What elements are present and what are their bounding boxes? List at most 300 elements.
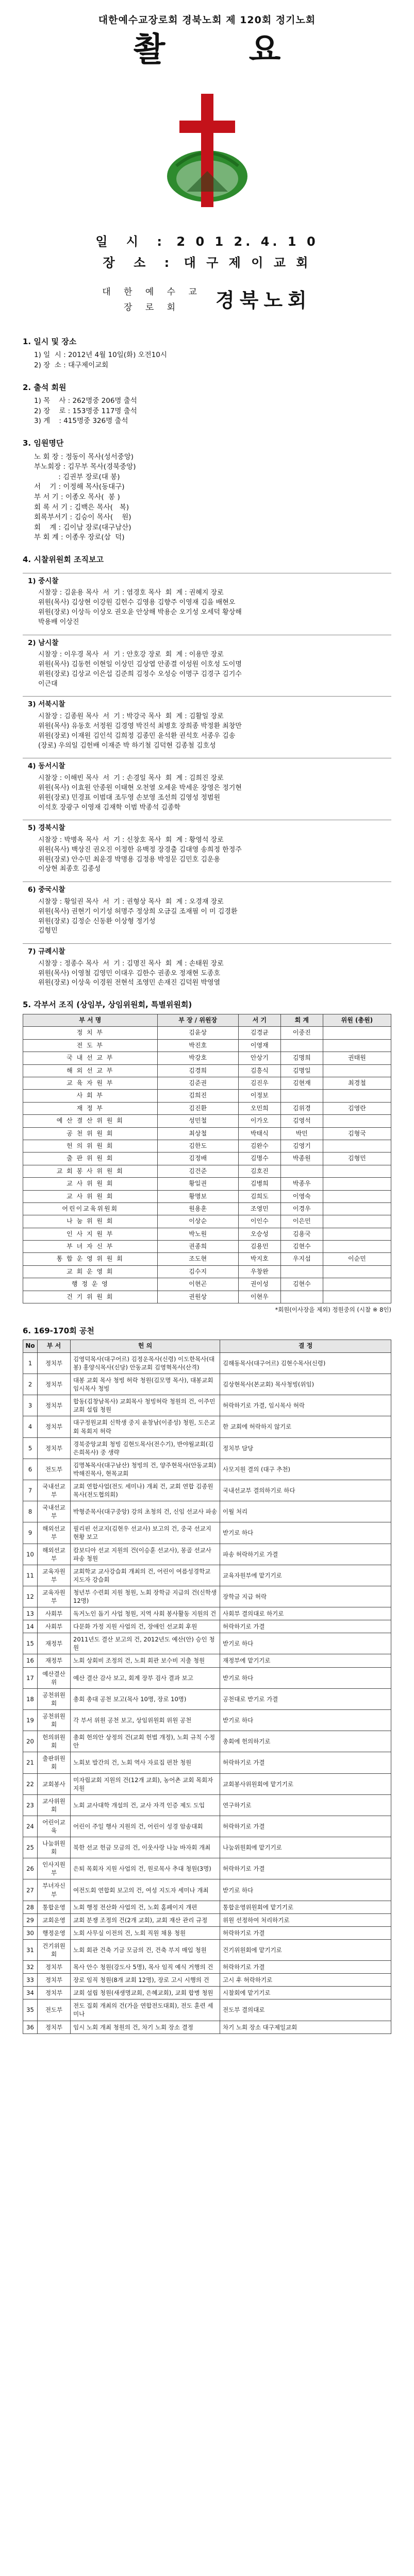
table-cell: 정치부: [38, 1987, 71, 1999]
table-cell: 이중진: [280, 1027, 323, 1039]
table-cell: 목사 안수 청원(강도사 5명), 목사 임직 예식 거행의 건: [71, 1961, 220, 1974]
table-cell: 32: [23, 1961, 38, 1974]
table-cell: 국 내 선 교 부: [23, 1052, 158, 1064]
table-cell: 은퇴 목회자 지원 사업의 건, 원로목사 추대 청원(3명): [71, 1858, 220, 1879]
table-row: [23, 1416, 391, 1437]
table-row: [23, 1987, 391, 1999]
district-members: 시찰장 : 이우경 목사 서 기 : 안호강 장로 회 계 : 이용만 장로 위원(목사) 김동헌 이현일 이상민 김상엽 안종결 이성원 이호성 도이명 위원(장로) 김상교 이은섭 김준희 김정수 오성승 이명구 김경구 김기수 이근대: [38, 651, 242, 688]
table-cell: 김경희: [157, 1064, 238, 1077]
section-6-title: 6. 169-170회 공천: [23, 1326, 94, 1335]
text-line: 2) 장 소 : 대구제이교회: [34, 361, 109, 370]
table-cell: 교사위원회: [38, 1794, 71, 1816]
table-cell: 임시 노회 개최 청원의 건, 차기 노회 장소 결정: [71, 2021, 220, 2033]
table-cell: 권종희: [157, 1241, 238, 1253]
table-cell: 대구정원교회 신학생 중지 윤창남(이종성) 청원, 도은교회 목회지 허락: [71, 1416, 220, 1437]
table-cell: 파송 허락하기로 가결: [220, 1544, 391, 1565]
district-title: 3) 서북시찰: [28, 700, 65, 709]
table-cell: 예 산 결 산 위 원 회: [23, 1115, 158, 1127]
text-line: : 김권부 장로(대 봉): [34, 472, 120, 481]
table-cell: 어린이교육위원회: [23, 1202, 158, 1215]
table-row: [23, 1688, 391, 1709]
text-line: 부노회장 : 김무부 목사(경북중앙): [34, 463, 136, 471]
table-cell: 받기로 하다: [220, 1667, 391, 1688]
table-cell: 허락하기로 가결: [220, 1961, 391, 1974]
table-cell: 받기로 하다: [220, 1709, 391, 1731]
table-cell: 재 정 부: [23, 1102, 158, 1114]
table-cell: 해외선교부: [38, 1522, 71, 1544]
district-block: [23, 882, 391, 936]
text-line: 회 계 : 김이남 장로(대구남산): [34, 523, 131, 532]
table-row: [23, 1437, 391, 1459]
table-cell: 총회에 헌의하기로: [220, 1731, 391, 1752]
section-2-body: [23, 396, 391, 427]
table-cell: 이경우: [280, 1202, 323, 1215]
section-5-title: 5. 각부서 조직 (상임부, 상임위원회, 특별위원회): [23, 1000, 192, 1010]
table-cell: 2011년도 결산 보고의 건, 2012년도 예산(안) 승인 청원: [71, 1633, 220, 1654]
table-cell: [323, 1115, 391, 1127]
table-cell: 황일권: [157, 1178, 238, 1190]
table-cell: 박태식: [238, 1127, 280, 1140]
table-cell: 전도 집회 개최의 건(가을 연합전도대회), 전도 훈련 세미나: [71, 1999, 220, 2021]
table-cell: 예산결산위: [38, 1667, 71, 1688]
table-row: [23, 1165, 391, 1177]
table-cell: 34: [23, 1987, 38, 1999]
table-cell: 김명수: [238, 1153, 280, 1165]
table-cell: 박지호: [238, 1253, 280, 1265]
table-cell: 이상순: [157, 1215, 238, 1228]
district-block: [23, 820, 391, 874]
table-cell: 헌의위원회: [38, 1731, 71, 1752]
table-cell: 안상기: [238, 1052, 280, 1064]
table-cell: 교회운영: [38, 1913, 71, 1926]
table-cell: 교회 설립 청원(새생명교회, 은혜교회), 교회 합병 청원: [71, 1987, 220, 1999]
table-row: [23, 1115, 391, 1127]
table-cell: 원용훈: [157, 1202, 238, 1215]
table-cell: 사 회 부: [23, 1090, 158, 1102]
table-cell: 인사지원부: [38, 1858, 71, 1879]
place-value: 대 구 제 이 교 회: [184, 255, 311, 270]
table-row: [23, 1077, 391, 1090]
table-cell: [323, 1202, 391, 1215]
table-cell: 통합운영위원회에 맡기기로: [220, 1901, 391, 1913]
table-row: [23, 1633, 391, 1654]
table-cell: 14: [23, 1620, 38, 1633]
table-cell: 정치부: [38, 1974, 71, 1987]
table-row: [23, 1501, 391, 1522]
table-row: [23, 1879, 391, 1901]
table-cell: 이정보: [238, 1090, 280, 1102]
table-row: [23, 1544, 391, 1565]
table-cell: 김진우: [238, 1077, 280, 1090]
table-cell: 인 사 지 원 부: [23, 1228, 158, 1240]
table-cell: 18: [23, 1688, 38, 1709]
table-cell: 통합운영: [38, 1901, 71, 1913]
table-cell: 차기 노회 장소 대구제일교회: [220, 2021, 391, 2033]
section-1-title: 1. 일시 및 장소: [23, 336, 77, 346]
table-row: [23, 1816, 391, 1837]
table-row: [23, 1215, 391, 1228]
table-row: [23, 1620, 391, 1633]
text-line: 회록부서기 : 김승이 목사( 원): [34, 513, 131, 522]
table-cell: 총회 총대 공천 보고(목사 10명, 장로 10명): [71, 1688, 220, 1709]
table-cell: [280, 1265, 323, 1278]
district-members: 시찰장 : 박병옥 목사 서 기 : 신창호 목사 회 계 : 황영석 장로 위원(목사) 백상진 권오진 이정한 유백정 장경출 김대영 송희정 한정주 위원(장로) 안수민 최윤경 박명용 김정용 박정문 김민호 김운용 이상현 최종호 김종성: [38, 836, 242, 873]
table-cell: 김윤상: [157, 1027, 238, 1039]
table-cell: [280, 1165, 323, 1177]
table-cell: 김현재: [280, 1077, 323, 1090]
table-cell: [323, 1039, 391, 1052]
table-cell: 김완수: [238, 1140, 280, 1152]
table-cell: 12: [23, 1586, 38, 1607]
table-cell: 재정부에 맡기기로: [220, 1654, 391, 1667]
table-cell: 박종우: [280, 1178, 323, 1190]
table-cell: 교육자원부: [38, 1565, 71, 1586]
table-row: [23, 1102, 391, 1114]
table-cell: [323, 1140, 391, 1152]
table-cell: 김명희: [280, 1052, 323, 1064]
table-cell: 이은민: [280, 1215, 323, 1228]
table-cell: 박민: [280, 1127, 323, 1140]
table-cell: 합동(김창남목사) 교회목사 청빙허락 청원의 건, 이주민 교회 설립 청원: [71, 1395, 220, 1416]
column-header: 서 기: [238, 1014, 280, 1027]
table-cell: [323, 1178, 391, 1190]
table-row: [23, 1654, 391, 1667]
table-cell: 우지섭: [280, 1253, 323, 1265]
table-row: [23, 1178, 391, 1190]
table-cell: 한 교회에 허락하지 않기로: [220, 1416, 391, 1437]
table-row: [23, 1913, 391, 1926]
table-row: [23, 1052, 391, 1064]
table-cell: 김희도: [238, 1190, 280, 1202]
meeting-date: [23, 233, 391, 251]
table-row: [23, 2021, 391, 2033]
table-row: [23, 1140, 391, 1152]
district-block: [23, 696, 391, 751]
district-members: 시찰장 : 김종원 목사 서 기 : 박강국 목사 회 계 : 김활일 장로 위원(목사) 유동호 서정원 김경영 박진석 최병호 장희종 박정환 최창만 위원(장로) 이재원 김인석 김희정 김종민 윤석환 권석호 서종우 김송 (장로) 우의일 김헌배 이재준 박 하기철 김덕현 김종철 김호성: [38, 713, 242, 750]
table-cell: 사회부: [38, 1607, 71, 1620]
table-cell: 연구하기로: [220, 1794, 391, 1816]
table-cell: 해외선교부: [38, 1544, 71, 1565]
table-cell: 27: [23, 1879, 38, 1901]
table-row: [23, 1278, 391, 1291]
table-cell: 전 도 부: [23, 1039, 158, 1052]
table-cell: 김명복목사(대구남산) 청빙의 건, 양주현목사(안동교회) 박해진목사, 현목교회: [71, 1459, 220, 1480]
table-cell: 위원 선정하여 처리하기로: [220, 1913, 391, 1926]
table-cell: 김형국: [323, 1127, 391, 1140]
table-cell: 노회 사무실 이전의 건, 노회 직원 채용 청원: [71, 1926, 220, 1939]
section-1-body: [23, 350, 391, 370]
presbytery-denomination: [102, 284, 202, 316]
table-cell: 조영민: [238, 1202, 280, 1215]
column-header: 위원 (총원): [323, 1014, 391, 1027]
table-cell: 박진호: [157, 1039, 238, 1052]
table-cell: 이인수: [238, 1215, 280, 1228]
table-cell: [323, 1291, 391, 1303]
table-cell: 다문화 가정 지원 사업의 건, 장애인 선교회 후원: [71, 1620, 220, 1633]
table-cell: 11: [23, 1565, 38, 1586]
meeting-place: [23, 254, 391, 272]
table-cell: 28: [23, 1901, 38, 1913]
table-cell: 김한도: [157, 1140, 238, 1152]
table-row: [23, 1926, 391, 1939]
table-cell: 건 기 위 원 회: [23, 1291, 158, 1303]
table-cell: 허락하기로 가결: [220, 1620, 391, 1633]
table-cell: 5: [23, 1437, 38, 1459]
table-cell: 김명일: [280, 1064, 323, 1077]
table-cell: 김수지: [157, 1265, 238, 1278]
table-cell: 교회 분쟁 조정의 건(2개 교회), 교회 재산 관리 규정: [71, 1913, 220, 1926]
table-cell: 김진환: [157, 1102, 238, 1114]
table-cell: 오승성: [238, 1228, 280, 1240]
text-line: 1) 목 사 : 262명중 206명 출석: [34, 397, 137, 405]
table-row: [23, 1027, 391, 1039]
table-row: [23, 1291, 391, 1303]
table-cell: 장학금 지급 허락: [220, 1586, 391, 1607]
table-cell: 여전도회 연합회 보고의 건, 여성 지도자 세미나 개최: [71, 1879, 220, 1901]
table-cell: 김영란: [323, 1102, 391, 1114]
table-row: [23, 1480, 391, 1501]
table-cell: 어린이 주일 행사 지원의 건, 어린이 성경 암송대회: [71, 1816, 220, 1837]
table-cell: 교회봉사: [38, 1773, 71, 1794]
table-cell: 정치부: [38, 1437, 71, 1459]
table-cell: 31: [23, 1939, 38, 1960]
table-row: [23, 1153, 391, 1165]
date-label: 일 시 :: [95, 234, 170, 249]
table-cell: [323, 1215, 391, 1228]
table-row: [23, 1522, 391, 1544]
table-cell: 22: [23, 1773, 38, 1794]
table-cell: 미자립교회 지원의 건(12개 교회), 농어촌 교회 목회자 지원: [71, 1773, 220, 1794]
table-cell: 국내선교부: [38, 1480, 71, 1501]
table-cell: 나 눔 위 원 회: [23, 1215, 158, 1228]
table-cell: 허락하기로 가결: [220, 1926, 391, 1939]
table-row: [23, 1352, 391, 1374]
place-label: 장 소 :: [103, 255, 177, 270]
table-cell: 공천대로 받기로 가결: [220, 1688, 391, 1709]
table-cell: 최경철: [323, 1077, 391, 1090]
table-cell: 교 사 위 원 회: [23, 1178, 158, 1190]
table-row: [23, 1202, 391, 1215]
table-cell: 공 천 위 원 회: [23, 1127, 158, 1140]
table-row: [23, 1607, 391, 1620]
table-cell: 박노원: [157, 1228, 238, 1240]
table-row: [23, 1039, 391, 1052]
table-row: [23, 1265, 391, 1278]
table-cell: 4: [23, 1416, 38, 1437]
table-cell: 허락하기로 가결: [220, 1858, 391, 1879]
table-cell: 6: [23, 1459, 38, 1480]
table-cell: 정 치 부: [23, 1027, 158, 1039]
cross-horizontal: [179, 121, 235, 133]
table-cell: 교 회 봉 사 위 원 회: [23, 1165, 158, 1177]
table-cell: 이순민: [323, 1253, 391, 1265]
table-cell: 김정배: [157, 1153, 238, 1165]
table-cell: 교 회 운 영 회: [23, 1265, 158, 1278]
denomination-line1: 대 한 예 수 교: [102, 286, 202, 297]
district-block: [23, 943, 391, 988]
text-line: 2) 장 로 : 153명중 117명 출석: [34, 406, 137, 415]
table-cell: 3: [23, 1395, 38, 1416]
table-cell: 교회학교 교사강습회 개최의 건, 어린이 여름성경학교 지도자 강습회: [71, 1565, 220, 1586]
table-cell: 정치부: [38, 1374, 71, 1395]
district-title: 7) 규례시찰: [28, 947, 65, 956]
table-cell: 나눔위원회: [38, 1837, 71, 1858]
table-row: [23, 1228, 391, 1240]
table-cell: [323, 1064, 391, 1077]
table-row: [23, 1565, 391, 1586]
table-cell: 출 판 위 원 회: [23, 1153, 158, 1165]
table-cell: [323, 1265, 391, 1278]
table-cell: 이영숙: [280, 1190, 323, 1202]
table-cell: 오민희: [238, 1102, 280, 1114]
table-cell: 성민철: [157, 1115, 238, 1127]
table-row: [23, 1127, 391, 1140]
district-block: [23, 758, 391, 812]
table-cell: 권원상: [157, 1291, 238, 1303]
district-title: 1) 중시찰: [28, 577, 59, 585]
denomination-line2: 장 로 회: [124, 302, 181, 313]
table-row: [23, 1999, 391, 2021]
table-cell: 13: [23, 1607, 38, 1620]
table-row: [23, 1064, 391, 1077]
column-header: 부 서 명: [23, 1014, 158, 1027]
table-cell: 21: [23, 1752, 38, 1773]
table-cell: 받기로 하다: [220, 1522, 391, 1544]
text-line: 회 록 서 기 : 김백은 목사( 복): [34, 503, 129, 512]
table-cell: 청년부 수련회 지원 청원, 노회 장학금 지급의 건(신학생 12명): [71, 1586, 220, 1607]
org-note: *회원(이사장을 제외) 정원중의 (시찰 ※ 8인): [275, 1306, 391, 1314]
table-cell: 재정부: [38, 1633, 71, 1654]
table-cell: 전도부 결의대로: [220, 1999, 391, 2021]
table-cell: 26: [23, 1858, 38, 1879]
table-cell: 전도부: [38, 1999, 71, 2021]
table-row: [23, 1395, 391, 1416]
table-cell: 김형민: [323, 1153, 391, 1165]
table-cell: 16: [23, 1654, 38, 1667]
table-cell: 7: [23, 1480, 38, 1501]
table-cell: 정치부 담당: [220, 1437, 391, 1459]
nomination-table-header: [23, 1340, 391, 1352]
table-cell: 박형준목사(대구중앙) 강의 초청의 건, 신임 선교사 파송: [71, 1501, 220, 1522]
table-cell: 김준권: [157, 1077, 238, 1090]
table-cell: 김희진: [157, 1090, 238, 1102]
table-cell: 노회 교사대학 개설의 건, 교사 자격 인증 제도 도입: [71, 1794, 220, 1816]
district-block: [23, 635, 391, 689]
table-cell: 시찰회에 맡기기로: [220, 1987, 391, 1999]
table-row: [23, 1858, 391, 1879]
table-cell: [280, 1039, 323, 1052]
table-cell: 김용민: [238, 1241, 280, 1253]
section-4-body: [23, 573, 391, 989]
table-cell: 어린이교육: [38, 1816, 71, 1837]
table-cell: [323, 1165, 391, 1177]
table-row: [23, 1752, 391, 1773]
table-cell: 예산 결산 감사 보고, 회계 장부 검사 결과 보고: [71, 1667, 220, 1688]
table-cell: 정치부: [38, 1961, 71, 1974]
table-cell: 이현우: [238, 1291, 280, 1303]
column-header: 회 계: [280, 1014, 323, 1027]
table-cell: 출판위원회: [38, 1752, 71, 1773]
table-cell: 박종원: [280, 1153, 323, 1165]
table-cell: 황명보: [157, 1190, 238, 1202]
table-cell: 교 육 자 원 부: [23, 1077, 158, 1090]
table-cell: 허락하기로 가결: [220, 1816, 391, 1837]
district-title: 4) 동서시찰: [28, 762, 65, 771]
table-cell: 정치부: [38, 1352, 71, 1374]
table-row: [23, 1190, 391, 1202]
table-cell: 김위경: [280, 1102, 323, 1114]
table-cell: 교육자원부에 맡기기로: [220, 1565, 391, 1586]
table-cell: 김경균: [238, 1027, 280, 1039]
date-value: 2 0 1 2. 4. 1 0: [176, 234, 319, 249]
table-cell: 부녀자신부: [38, 1879, 71, 1901]
table-row: [23, 1731, 391, 1752]
table-cell: 재정부: [38, 1654, 71, 1667]
org-table-header: [23, 1014, 391, 1027]
table-cell: 김흥식: [238, 1064, 280, 1077]
district-members: 시찰장 : 정종수 목사 서 기 : 김명진 목사 회 계 : 손태원 장로 위원(목사) 이영철 김영민 이대우 김한수 권종오 정재현 도종호 위원(장로) 이상욱 이경원 전현석 조영민 손재진 김덕원 박영열: [38, 959, 224, 987]
text-line: 3) 계 : 415명중 326명 출석: [34, 417, 128, 426]
table-cell: 30: [23, 1926, 38, 1939]
table-cell: 교 사 위 원 회: [23, 1190, 158, 1202]
table-cell: 2: [23, 1374, 38, 1395]
presbytery-title: 경북노회: [215, 288, 312, 312]
table-cell: 이현곤: [157, 1278, 238, 1291]
table-cell: 20: [23, 1731, 38, 1752]
table-cell: [280, 1291, 323, 1303]
table-cell: 조도현: [157, 1253, 238, 1265]
table-cell: 10: [23, 1544, 38, 1565]
table-cell: 각 부서 위원 공천 보고, 상임위원회 위원 공천: [71, 1709, 220, 1731]
table-cell: 사회부 결의대로 하기로: [220, 1607, 391, 1620]
table-cell: 15: [23, 1633, 38, 1654]
table-cell: 고시 후 허락하기로: [220, 1974, 391, 1987]
table-cell: [280, 1090, 323, 1102]
district-members: 시찰장 : 황일권 목사 서 기 : 권형상 목사 회 계 : 오경재 장로 위원(목사) 권현기 이기성 허명주 정상희 오금길 조재필 이 미 김경환 위원(장로) 김정순 신동환 이상형 정기성 김형민: [38, 897, 238, 935]
table-cell: 김영석: [280, 1115, 323, 1127]
table-cell: 정치부: [38, 2021, 71, 2033]
nomination-table-body: [23, 1352, 391, 2033]
table-cell: 이영재: [238, 1039, 280, 1052]
table-cell: 박강호: [157, 1052, 238, 1064]
table-cell: 이월 처리: [220, 1501, 391, 1522]
text-line: 서 기 : 이정해 목사(동대구): [34, 483, 125, 492]
section-3-body: [23, 452, 391, 543]
table-row: [23, 1586, 391, 1607]
table-cell: 해 외 선 교 부: [23, 1064, 158, 1077]
district-block: [23, 573, 391, 628]
text-line: 1) 일 시 : 2012년 4월 10일(화) 오전10시: [34, 351, 167, 360]
table-cell: 전도부: [38, 1459, 71, 1480]
table-cell: 23: [23, 1794, 38, 1816]
presbytery-name: [23, 284, 391, 316]
table-cell: 35: [23, 1999, 38, 2021]
table-cell: 교회 연합사업(전도 세미나) 개최 건, 교회 연합 김종원 목사(전도협의회): [71, 1480, 220, 1501]
section-2-title: 2. 출석 회원: [23, 382, 67, 392]
table-cell: 9: [23, 1522, 38, 1544]
table-cell: 건기위원회에 맡기기로: [220, 1939, 391, 1960]
table-cell: 8: [23, 1501, 38, 1522]
table-cell: 행정운영: [38, 1926, 71, 1939]
table-cell: 교육자원부: [38, 1586, 71, 1607]
table-cell: 김용국: [280, 1228, 323, 1240]
table-cell: 김영기: [280, 1140, 323, 1152]
table-cell: 캄보디아 선교 지원의 건(이승훈 선교사), 몽골 선교사 파송 청원: [71, 1544, 220, 1565]
table-cell: [323, 1278, 391, 1291]
table-cell: 나눔위원회에 맡기기로: [220, 1837, 391, 1858]
section-3-title: 3. 임원명단: [23, 438, 64, 448]
table-cell: 19: [23, 1709, 38, 1731]
